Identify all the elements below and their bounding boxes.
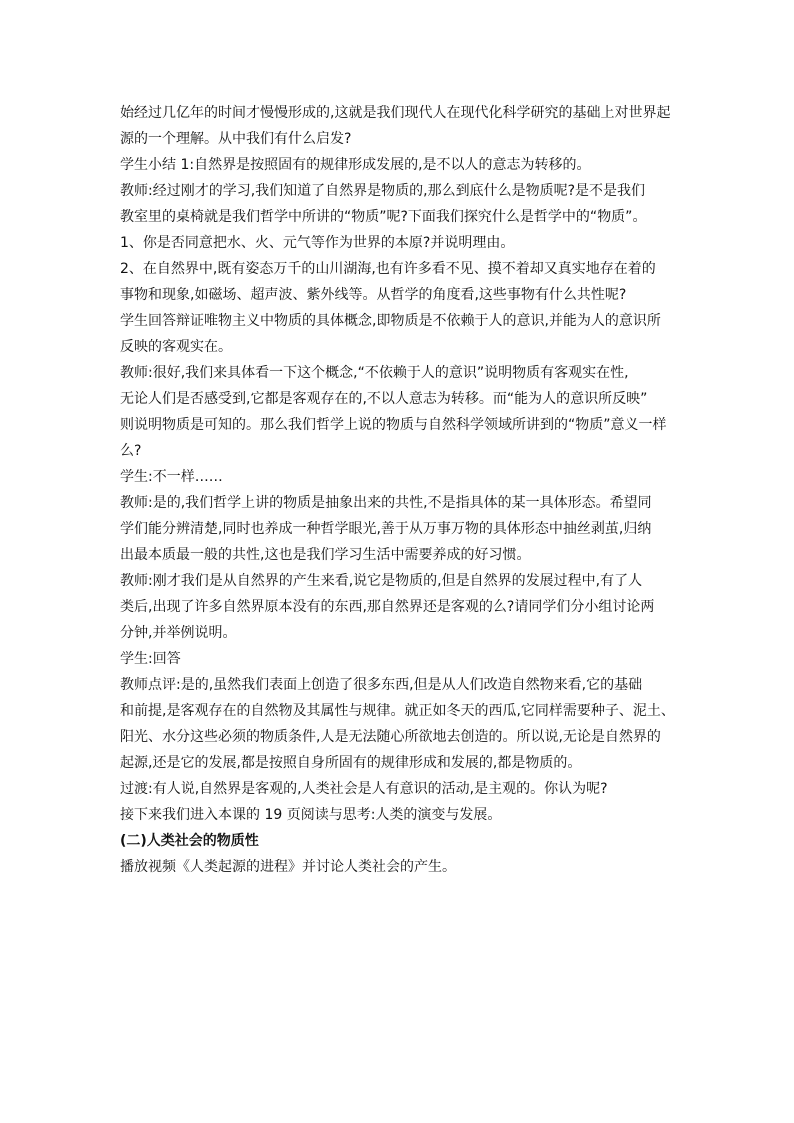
paragraph-question-1 [120, 230, 680, 256]
paragraph-intro [120, 100, 680, 152]
text-line: 教师点评:是的,虽然我们表面上创造了很多东西,但是从人们改造自然物来看,它的基础 [120, 677, 643, 693]
paragraph-student-answer [120, 308, 680, 360]
text-line: 教师:刚才我们是从自然界的产生来看,说它是物质的,但是自然界的发展过程中,有了人 [120, 573, 643, 589]
text-line: 学生:回答 [120, 651, 181, 667]
paragraph-teacher-explanation [120, 360, 680, 464]
document-body [120, 100, 680, 880]
text-line: 教师:经过刚才的学习,我们知道了自然界是物质的,那么到底什么是物质呢?是不是我们 [120, 183, 646, 199]
text-line: 学生回答辩证唯物主义中物质的具体概念,即物质是不依赖于人的意识,并能为人的意识所 [120, 313, 661, 329]
text-line: 教师:很好,我们来具体看一下这个概念,“不依赖于人的意识”说明物质有客观实在性, [120, 365, 629, 381]
text-line: 和前提,是客观存在的自然物及其属性与规律。就正如冬天的西瓜,它同样需要种子、泥土、 [120, 703, 675, 719]
paragraph-teacher-question [120, 178, 680, 230]
text-line: 1、你是否同意把水、火、元气等作为世界的本原?并说明理由。 [120, 235, 515, 251]
text-line: 始经过几亿年的时间才慢慢形成的,这就是我们现代人在现代化科学研究的基础上对世界起 [120, 105, 671, 121]
text-line: 分钟,并举例说明。 [120, 625, 237, 641]
text-line: 2、在自然界中,既有姿态万千的山川湖海,也有许多看不见、摸不着却又真实地存在着的 [120, 261, 656, 277]
paragraph-next-reading [120, 802, 680, 828]
text-line: 起源,还是它的发展,都是按照自身所固有的规律形成和发展的,都是物质的。 [120, 755, 582, 771]
text-line: 过渡:有人说,自然界是客观的,人类社会是人有意识的活动,是主观的。你认为呢? [120, 781, 608, 797]
paragraph-teacher-comment [120, 672, 680, 776]
text-line: 阳光、水分这些必须的物质条件,人是无法随心所欲地去创造的。所以说,无论是自然界的 [120, 729, 661, 745]
paragraph-student-reply [120, 464, 680, 490]
section-heading [120, 828, 680, 854]
text-line: 反映的客观实在。 [120, 339, 232, 355]
text-line: 学们能分辨清楚,同时也养成一种哲学眼光,善于从万事万物的具体形态中抽丝剥茧,归纳 [120, 521, 652, 537]
paragraph-student-summary [120, 152, 680, 178]
paragraph-question-2 [120, 256, 680, 308]
text-line: 无论人们是否感受到,它都是客观存在的,不以人意志为转移。而“能为人的意识所反映” [120, 391, 648, 407]
text-line: 类后,出现了许多自然界原本没有的东西,那自然界还是客观的么?请同学们分小组讨论两 [120, 599, 655, 615]
text-line: 教室里的桌椅就是我们哲学中所讲的“物质”呢?下面我们探究什么是哲学中的“物质”。 [120, 209, 647, 225]
paragraph-student-respond [120, 646, 680, 672]
text-line: 则说明物质是可知的。那么我们哲学上说的物质与自然科学领域所讲到的“物质”意义一样 [120, 417, 667, 433]
text-line: 源的一个理解。从中我们有什么启发? [120, 131, 352, 147]
text-line: 事物和现象,如磁场、超声波、紫外线等。从哲学的角度看,这些事物有什么共性呢? [120, 287, 627, 303]
text-line: 出最本质最一般的共性,这也是我们学习生活中需要养成的好习惯。 [120, 547, 531, 563]
text-line: 学生:不一样…… [120, 469, 223, 485]
paragraph-teacher-discussion [120, 568, 680, 646]
text-line: 播放视频《人类起源的进程》并讨论人类社会的产生。 [120, 859, 456, 875]
section-heading-text: (二)人类社会的物质性 [120, 833, 259, 849]
text-line: 么? [120, 443, 142, 459]
paragraph-teacher-abstract [120, 490, 680, 568]
text-line: 学生小结 1:自然界是按照固有的规律形成发展的,是不以人的意志为转移的。 [120, 157, 591, 173]
text-line: 接下来我们进入本课的 19 页阅读与思考:人类的演变与发展。 [120, 807, 502, 823]
paragraph-video [120, 854, 680, 880]
text-line: 教师:是的,我们哲学上讲的物质是抽象出来的共性,不是指具体的某一具体形态。希望同 [120, 495, 652, 511]
paragraph-transition [120, 776, 680, 802]
